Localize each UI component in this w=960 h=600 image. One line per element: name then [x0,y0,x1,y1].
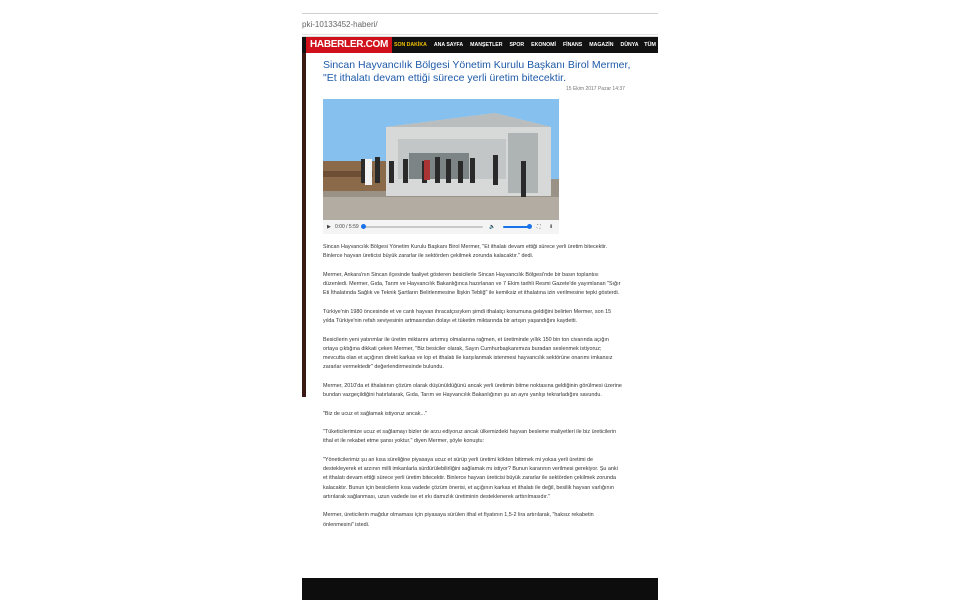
nav-item-son-dakika[interactable]: SON DAKİKA [394,42,427,48]
nav-item-dunya[interactable]: DÜNYA [620,42,639,48]
download-icon[interactable]: ⬇ [549,224,554,230]
article-paragraph: Türkiye'nin 1980 öncesinde et ve canlı hayvan ihracatçısıyken şimdi ithalatçı konumuna geldiğini belirten Mermer, son 15 yılda Türkiye'nin refah seviyesinin artmasından dolayı et tüketim miktarında bir artışın yaşandığını kaydetti. [323,308,612,324]
article-paragraph: Mermer, Ankara'nın Sincan ilçesinde faaliyet gösteren besicilerle Sincan Hayvancılık Bölgesi'nde bir basın toplantısı düzenledi. Mermer, Gıda, Tarım ve Hayvancılık Bakanlığınca hazırlanan ve 7 Ekim tarihli Resmi Gazete'de yayımlanan "Sığır Eti İthalatında Sağlık ve Teknik Şartların Belirlenmesine İlişkin Tebliğ" ile kemiksiz et ithalatına izin verilmesine tepki gösterdi. [323,271,621,297]
url-text: pki-10133452-haberi/ [302,20,378,29]
article-body [323,243,623,539]
site-navbar [302,37,658,53]
page-footer [302,578,658,600]
divider [302,34,658,35]
nav-item-ekonomi[interactable]: EKONOMİ [531,42,556,48]
video-frame [323,99,559,220]
video-player[interactable] [323,99,559,220]
article-subheading: "Biz de ucuz et sağlamak istiyoruz ancak..." [323,410,427,417]
article-paragraph: "Tüketicilerimize ucuz et sağlamayı bizler de arzu ediyoruz ancak ülkemizdeki hayvan besleme maliyetleri ile biz üreticilerin ithal et ile rekabet etme şansı yoktur." diyen Mermer, şöyle konuştu: [323,429,617,445]
article-paragraph: Sincan Hayvancılık Bölgesi Yönetim Kurulu Başkanı Birol Mermer, "Et ithalatı devam ettiği sürece yerli üretim bitecektir. Binlerce hayvan üreticisi büyük zararlar ile sektörden çekilmek zorunda kalacaktır." dedi. [323,244,608,260]
volume-knob[interactable] [527,224,532,229]
nav-menu [394,37,638,53]
nav-item-ana-sayfa[interactable]: ANA SAYFA [433,42,464,48]
volume-slider[interactable] [503,226,529,228]
fullscreen-icon[interactable]: ⛶ [537,224,541,230]
video-time: 0:00 / 5:59 [335,224,359,230]
article-paragraph: Mermer, 2010'da et ithalatının çözüm olarak düşünüldüğünü ancak yerli üretimin bitme noktasına geldiğinin görülmesi üzerine bundan vazgeçildiğini hatırlatarak, Gıda, Tarım ve Hayvancılık Bakanlığının şu an aynı yanlışı tekrarladığını savundu. [323,382,622,398]
article-headline: Sincan Hayvancılık Bölgesi Yönetim Kurulu Başkanı Birol Mermer, "Et ithalatı devam ettiği sürece yerli üretim bitecektir. [323,59,631,84]
nav-item-mansetler[interactable]: MANŞETLER [470,42,503,48]
nav-item-magazin[interactable]: MAGAZİN [589,42,614,48]
article-paragraph: Mermer, üreticilerin mağdur olmaması için piyasaya sürülen ithal et fiyatının 1,5-2 lira artırılarak, "haksız rekabetin önlenmesini" istedi. [323,512,594,528]
volume-icon[interactable]: 🔈 [489,224,496,230]
article-paragraph: Besicilerin yeni yatırımlar ile üretim miktarını artırmış olmalarına rağmen, et üretiminde yıllık 150 bin ton civarında açığın ortaya çıktığına dikkati çeken Mermer, "Biz besiciler olarak, Sayın Cumhurbaşkanımıza buradan seslenmek istiyoruz; mevcutta olan et açığının direkt karkas ve lop et ithalatı ile karşılanmak istenmesi hayvancılık sektörüne onarımı imkansız zararlar vermektedir" değerlendirmesinde bulundu. [323,336,613,371]
seek-knob[interactable] [361,224,366,229]
video-controls [323,220,559,234]
nav-item-tum[interactable]: TÜM [644,42,656,48]
site-logo[interactable]: HABERLER.COM [306,37,392,53]
play-icon[interactable]: ▶ [327,224,331,230]
article-paragraph: "Yöneticilerimiz şu an kısa süreliğine piyasaya ucuz et sürüp yerli üretimi kökten bitirmek mi yoksa yerli üretimi de destekleyerek et arzının milli imkanlarla sürdürülebilirliğini sağlamak mı istiyor? Bunun kararının verilmesi gerekiyor. Şu anki et ithalatı devam ettiği sürece yerli üretim bitecektir. Binlerce hayvan üreticisi büyük zararlar ile sektörden çekilmek zorunda kalacaktır. Bunun için besicilerin kısa vadede çözüm önerisi, et açığının karkas et ithalatı ile değil, besilik hayvan varlığının artırılarak sağlanması, uzun vadede ise et ırkı damızlık üretiminin desteklenerek arttırılmasıdır." [323,456,618,500]
nav-item-spor[interactable]: SPOR [509,42,525,48]
seek-bar[interactable] [361,226,483,228]
article-date: 15 Ekim 2017 Pazar 14:37 [566,86,625,92]
nav-item-finans[interactable]: FİNANS [562,42,583,48]
